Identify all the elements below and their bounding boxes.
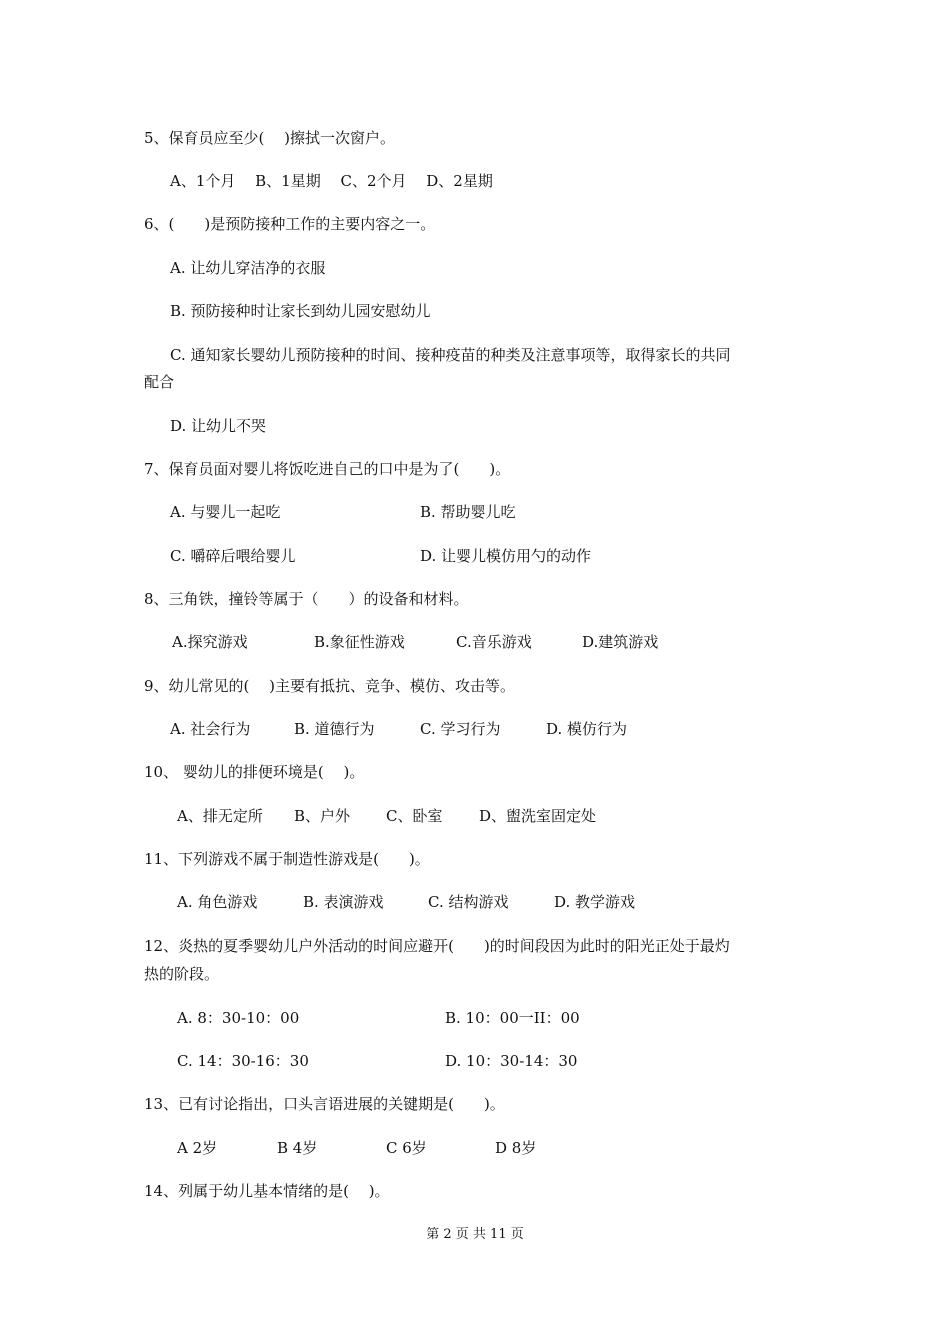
question-10-option-a: A、排无定所 — [177, 807, 263, 825]
question-12-stem-line2: 热的阶段。 — [144, 965, 220, 983]
question-11-option-b: B. 表演游戏 — [303, 893, 384, 911]
question-11-option-a: A. 角色游戏 — [177, 893, 258, 911]
question-12-option-a: A. 8：30-10：00 — [177, 1009, 300, 1027]
question-6-option-c-line2: 配合 — [144, 373, 175, 391]
question-13-stem: 13、已有讨论指出，口头言语进展的关键期是( )。 — [144, 1095, 505, 1113]
question-13-option-a: A 2岁 — [177, 1139, 218, 1157]
question-6-option-c-line1: C. 通知家长婴幼儿预防接种的时间、接种疫苗的种类及注意事项等，取得家长的共同 — [170, 346, 731, 364]
question-5-options: A、1个月 B、1星期 C、2个月 D、2星期 — [170, 172, 493, 190]
question-10-stem: 10、 婴幼儿的排便环境是( )。 — [144, 763, 365, 781]
question-9-option-d: D. 模仿行为 — [546, 720, 628, 738]
question-10-option-b: B、户外 — [294, 807, 351, 825]
page-footer: 第 2 页 共 11 页 — [426, 1227, 524, 1242]
question-7-option-a: A. 与婴儿一起吃 — [170, 503, 281, 521]
question-6-option-b: B. 预防接种时让家长到幼儿园安慰幼儿 — [170, 302, 431, 320]
question-8-option-a: A.探究游戏 — [172, 633, 248, 651]
question-13-option-d: D 8岁 — [495, 1139, 537, 1157]
question-7-option-d: D. 让婴儿模仿用勺的动作 — [420, 547, 592, 565]
question-7-stem: 7、保育员面对婴儿将饭吃进自己的口中是为了( )。 — [144, 460, 511, 478]
question-8-stem: 8、三角铁，撞铃等属于（ ）的设备和材料。 — [144, 590, 469, 608]
question-9-option-c: C. 学习行为 — [420, 720, 501, 738]
question-13-option-c: C 6岁 — [386, 1139, 427, 1157]
question-8-option-b: B.象征性游戏 — [314, 633, 405, 651]
question-10-option-c: C、卧室 — [386, 807, 443, 825]
question-9-option-a: A. 社会行为 — [170, 720, 251, 738]
question-12-option-c: C. 14：30-16：30 — [177, 1052, 309, 1070]
question-8-option-d: D.建筑游戏 — [582, 633, 659, 651]
question-11-stem: 11、下列游戏不属于制造性游戏是( )。 — [144, 850, 430, 868]
question-12-stem-line1: 12、炎热的夏季婴幼儿户外活动的时间应避开( )的时间段因为此时的阳光正处于最灼 — [144, 937, 730, 955]
question-9-option-b: B. 道德行为 — [294, 720, 375, 738]
question-13-option-b: B 4岁 — [277, 1139, 318, 1157]
question-12-option-b: B. 10：00一II：00 — [445, 1009, 580, 1027]
question-14-stem: 14、列属于幼儿基本情绪的是( )。 — [144, 1182, 390, 1200]
question-12-option-d: D. 10：30-14：30 — [445, 1052, 578, 1070]
question-8-option-c: C.音乐游戏 — [456, 633, 532, 651]
question-11-option-c: C. 结构游戏 — [428, 893, 509, 911]
question-5-stem: 5、保育员应至少( )擦拭一次窗户。 — [144, 129, 396, 147]
question-7-option-b: B. 帮助婴儿吃 — [420, 503, 516, 521]
question-6-option-d: D. 让幼儿不哭 — [170, 417, 267, 435]
question-6-option-a: A. 让幼儿穿洁净的衣服 — [170, 259, 326, 277]
question-11-option-d: D. 教学游戏 — [554, 893, 636, 911]
question-6-stem: 6、( )是预防接种工作的主要内容之一。 — [144, 215, 436, 233]
question-9-stem: 9、幼儿常见的( )主要有抵抗、竞争、模仿、攻击等。 — [144, 677, 516, 695]
question-7-option-c: C. 嚼碎后喂给婴儿 — [170, 547, 296, 565]
question-10-option-d: D、盥洗室固定处 — [479, 807, 597, 825]
